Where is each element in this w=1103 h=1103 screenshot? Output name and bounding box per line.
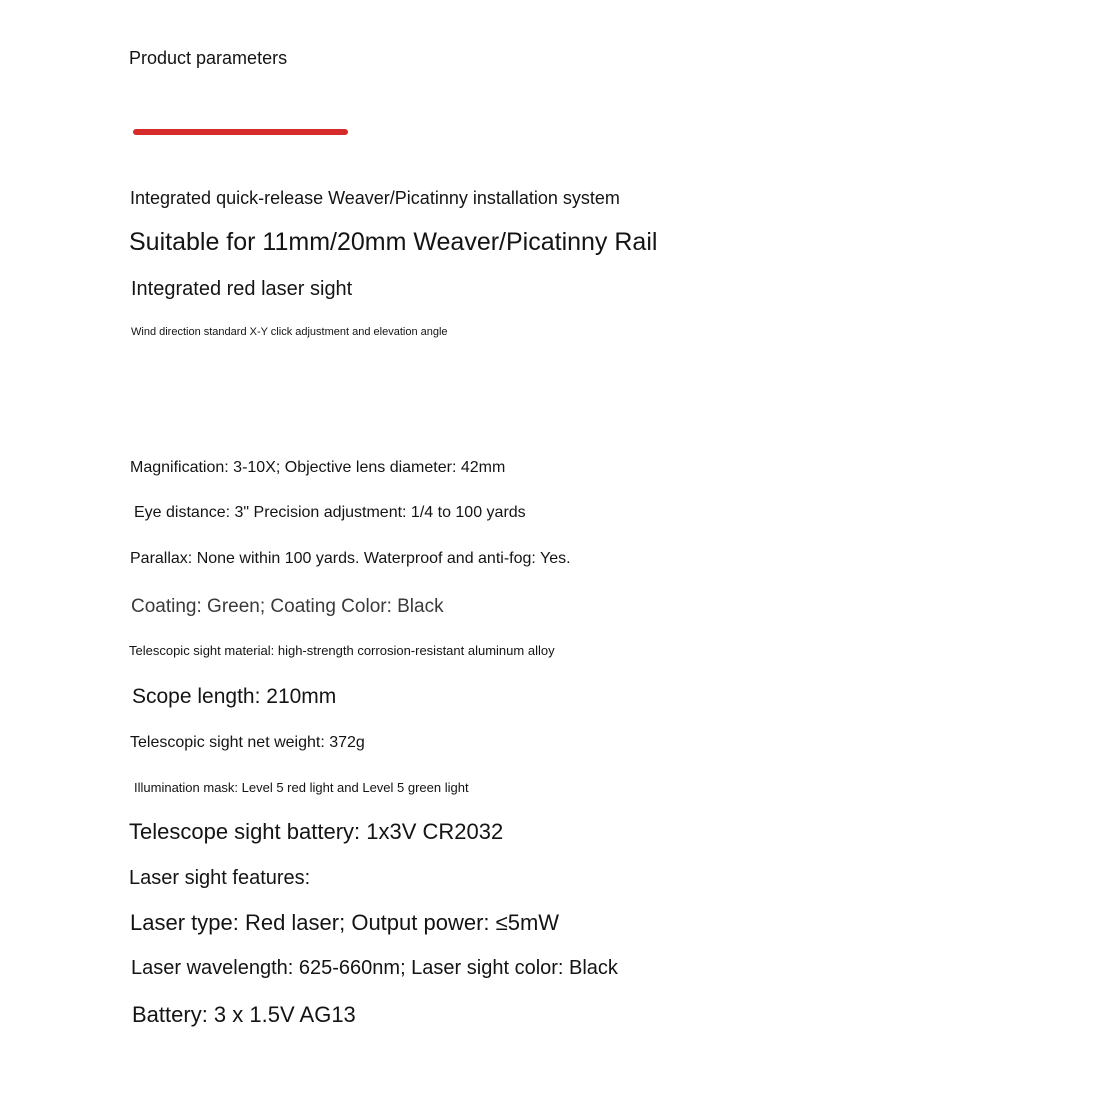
spec-eye-distance: Eye distance: 3" Precision adjustment: 1/4 to 100 yards [134, 504, 526, 521]
laser-battery: Battery: 3 x 1.5V AG13 [132, 1002, 356, 1027]
intro-line-adjustment: Wind direction standard X-Y click adjustment and elevation angle [131, 326, 448, 338]
page-title: Product parameters [129, 48, 288, 68]
spec-parallax: Parallax: None within 100 yards. Waterproof and anti-fog: Yes. [130, 550, 571, 567]
laser-type: Laser type: Red laser; Output power: ≤5mW [130, 910, 560, 935]
intro-line-laser: Integrated red laser sight [131, 278, 353, 300]
spec-net-weight: Telescopic sight net weight: 372g [130, 734, 365, 751]
title-underline-accent [133, 129, 348, 135]
spec-scope-length: Scope length: 210mm [132, 685, 337, 708]
laser-features-heading: Laser sight features: [129, 867, 311, 889]
spec-coating: Coating: Green; Coating Color: Black [131, 596, 444, 617]
laser-wavelength: Laser wavelength: 625-660nm; Laser sight color: Black [131, 957, 618, 979]
spec-scope-battery: Telescope sight battery: 1x3V CR2032 [129, 819, 504, 844]
intro-line-installation: Integrated quick-release Weaver/Picatinny installation system [130, 188, 620, 208]
spec-material: Telescopic sight material: high-strength corrosion-resistant aluminum alloy [129, 643, 555, 658]
spec-illumination: Illumination mask: Level 5 red light and Level 5 green light [134, 780, 469, 795]
intro-line-rail: Suitable for 11mm/20mm Weaver/Picatinny Rail [129, 228, 658, 256]
spec-magnification: Magnification: 3-10X; Objective lens diameter: 42mm [130, 459, 506, 476]
